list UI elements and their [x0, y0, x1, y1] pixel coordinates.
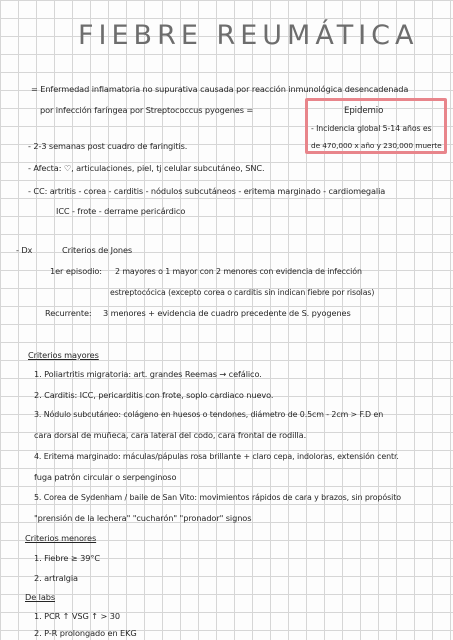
major-criterion-5: 5. Corea de Sydenham / baile de San Vito: movimientos rápidos de cara y brazos, sin propósito — [34, 493, 401, 502]
intro-line-1: = Enfermedad inflamatoria no supurativa causada por reacción inmunológica desencadenada — [31, 84, 409, 94]
labs-heading: De labs — [25, 592, 55, 602]
epidemio-line-2: de 470,000 x año y 230,000 muerte — [311, 141, 442, 150]
epidemio-heading: Epidemio — [344, 106, 384, 116]
major-criterion-2: 2. Carditis: ICC, pericarditis con frote, soplo cardiaco nuevo. — [34, 390, 274, 400]
dx-first-episode-line-2: estreptocócica (excepto corea o carditis sin indican fiebre por risolas) — [110, 288, 375, 297]
bullet-affects: - Afecta: ♡, articulaciones, piel, tj celular subcutáneo, SNC. — [28, 163, 265, 173]
bullet-onset: - 2-3 semanas post cuadro de faringitis. — [28, 141, 188, 151]
major-criterion-3-cont: cara dorsal de muñeca, cara lateral del codo, cara frontal de rodilla. — [34, 430, 307, 440]
major-criterion-1: 1. Poliartritis migratoria: art. grandes Reemas → cefálico. — [34, 369, 262, 379]
dx-label: - Dx — [16, 245, 33, 255]
major-criterion-5-cont: "prensión de la lechera" "cucharón" "pronador" signos — [34, 513, 252, 523]
bullet-clinical: - CC: artritis - corea - carditis - nódulos subcutáneos - eritema marginado - cardiomegalia — [28, 186, 386, 196]
dx-first-episode-line-1: 2 mayores o 1 mayor con 2 menores con evidencia de infección — [115, 267, 362, 276]
intro-line-2: por infección faríngea por Streptococcus pyogenes = — [40, 105, 254, 115]
major-criterion-4-cont: fuga patrón circular o serpenginoso — [34, 472, 177, 482]
lab-item-1: 1. PCR ↑ VSG ↑ > 30 — [34, 611, 121, 621]
dx-first-episode-label: 1er episodio: — [50, 266, 102, 276]
minor-criterion-1: 1. Fiebre ≥ 39°C — [34, 553, 100, 563]
page-title: FIEBRE REUMÁTICA — [78, 20, 419, 51]
minor-criteria-heading: Criterios menores — [25, 533, 97, 543]
major-criteria-heading: Criterios mayores — [28, 350, 99, 360]
dx-recurrent-label: Recurrente: — [45, 308, 92, 318]
minor-criterion-2: 2. artralgia — [34, 573, 78, 583]
major-criterion-4: 4. Eritema marginado: máculas/pápulas rosa brillante + claro cepa, indoloras, extensión centr. — [34, 452, 399, 461]
bullet-clinical-cont: ICC - frote - derrame pericárdico — [56, 206, 186, 216]
major-criterion-3: 3. Nódulo subcutáneo: colágeno en huesos o tendones, diámetro de 0.5cm - 2cm > F.D en — [34, 410, 384, 419]
epidemio-box — [305, 98, 447, 154]
epidemio-line-1: - Incidencia global 5-14 años es — [311, 124, 432, 133]
lab-item-2: 2. P-R prolongado en EKG — [34, 628, 137, 638]
dx-criteria-title: Criterios de Jones — [62, 245, 133, 255]
dx-recurrent-text: 3 menores + evidencia de cuadro precedente de S. pyogenes — [103, 308, 351, 318]
